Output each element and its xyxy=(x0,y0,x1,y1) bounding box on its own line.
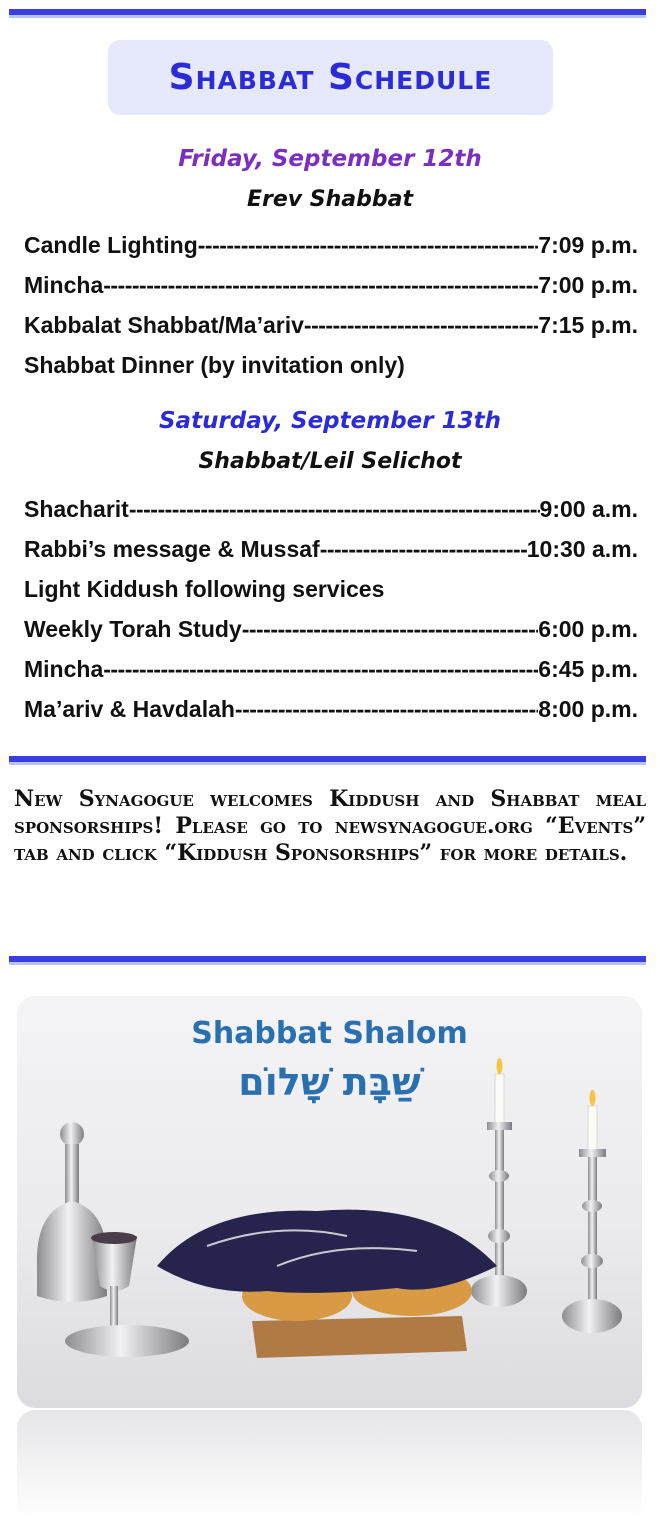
shabbat-table-illustration xyxy=(17,996,642,1408)
schedule-row-havdalah xyxy=(24,696,638,728)
row-label: Mincha xyxy=(24,656,104,682)
row-time: 6:00 p.m. xyxy=(538,616,638,642)
row-label: Ma’ariv & Havdalah xyxy=(24,696,235,722)
row-time: 8:00 p.m. xyxy=(538,696,638,722)
friday-subtitle: Erev Shabbat xyxy=(246,187,413,212)
row-time: 10:30 a.m. xyxy=(526,536,638,562)
schedule-row-shabbat-dinner xyxy=(24,352,638,384)
row-label: Weekly Torah Study xyxy=(24,616,242,642)
row-label: Kabbalat Shabbat/Ma’ariv xyxy=(24,312,304,338)
row-time: 7:00 p.m. xyxy=(538,272,638,298)
wine-decanter-icon xyxy=(37,1122,107,1302)
schedule-row-mincha-sat xyxy=(24,656,638,688)
schedule-row-shacharit xyxy=(24,496,638,528)
middle-rule xyxy=(9,756,646,766)
saturday-subtitle: Shabbat/Leil Selichot xyxy=(198,449,462,474)
schedule-row-kiddush xyxy=(24,576,638,608)
schedule-row-kabbalat-shabbat xyxy=(24,312,638,344)
row-label: Shacharit xyxy=(24,496,129,522)
row-label: Candle Lighting xyxy=(24,232,198,258)
friday-heading: Friday, September 12th xyxy=(178,146,482,172)
schedule-row-torah-study xyxy=(24,616,638,648)
schedule-row-mussaf xyxy=(24,536,638,568)
lower-rule xyxy=(9,956,646,966)
shabbat-shalom-image xyxy=(17,996,642,1408)
saturday-heading: Saturday, September 13th xyxy=(158,408,501,434)
row-time: 6:45 p.m. xyxy=(538,656,638,682)
row-time: 7:15 p.m. xyxy=(538,312,638,338)
row-label: Mincha xyxy=(24,272,104,298)
page-title: Shabbat Schedule xyxy=(168,57,493,98)
row-label: Light Kiddush following services xyxy=(24,576,385,602)
top-rule xyxy=(9,9,646,19)
row-time: 9:00 a.m. xyxy=(539,496,638,522)
schedule-row-mincha-fri xyxy=(24,272,638,304)
schedule-row-candle-lighting xyxy=(24,232,638,264)
row-label: Rabbi’s message & Mussaf xyxy=(24,536,320,562)
image-reflection xyxy=(17,1410,642,1522)
candlestick-right-icon xyxy=(562,1090,622,1333)
sponsorship-notice: New Synagogue welcomes Kiddush and Shabbat meal sponsorships! Please go to newsynagogue.org “Events” tab and click “Kiddush Sponsorships” for more details. xyxy=(14,786,646,866)
schedule-title-box xyxy=(108,40,553,115)
challah-cover-icon xyxy=(157,1210,497,1293)
row-time: 7:09 p.m. xyxy=(538,232,638,258)
shabbat-shalom-hebrew: שַׁבָּת שָׁלוֹם xyxy=(238,1060,421,1104)
shabbat-shalom-title: Shabbat Shalom xyxy=(191,1016,468,1051)
row-label: Shabbat Dinner (by invitation only) xyxy=(24,352,405,378)
